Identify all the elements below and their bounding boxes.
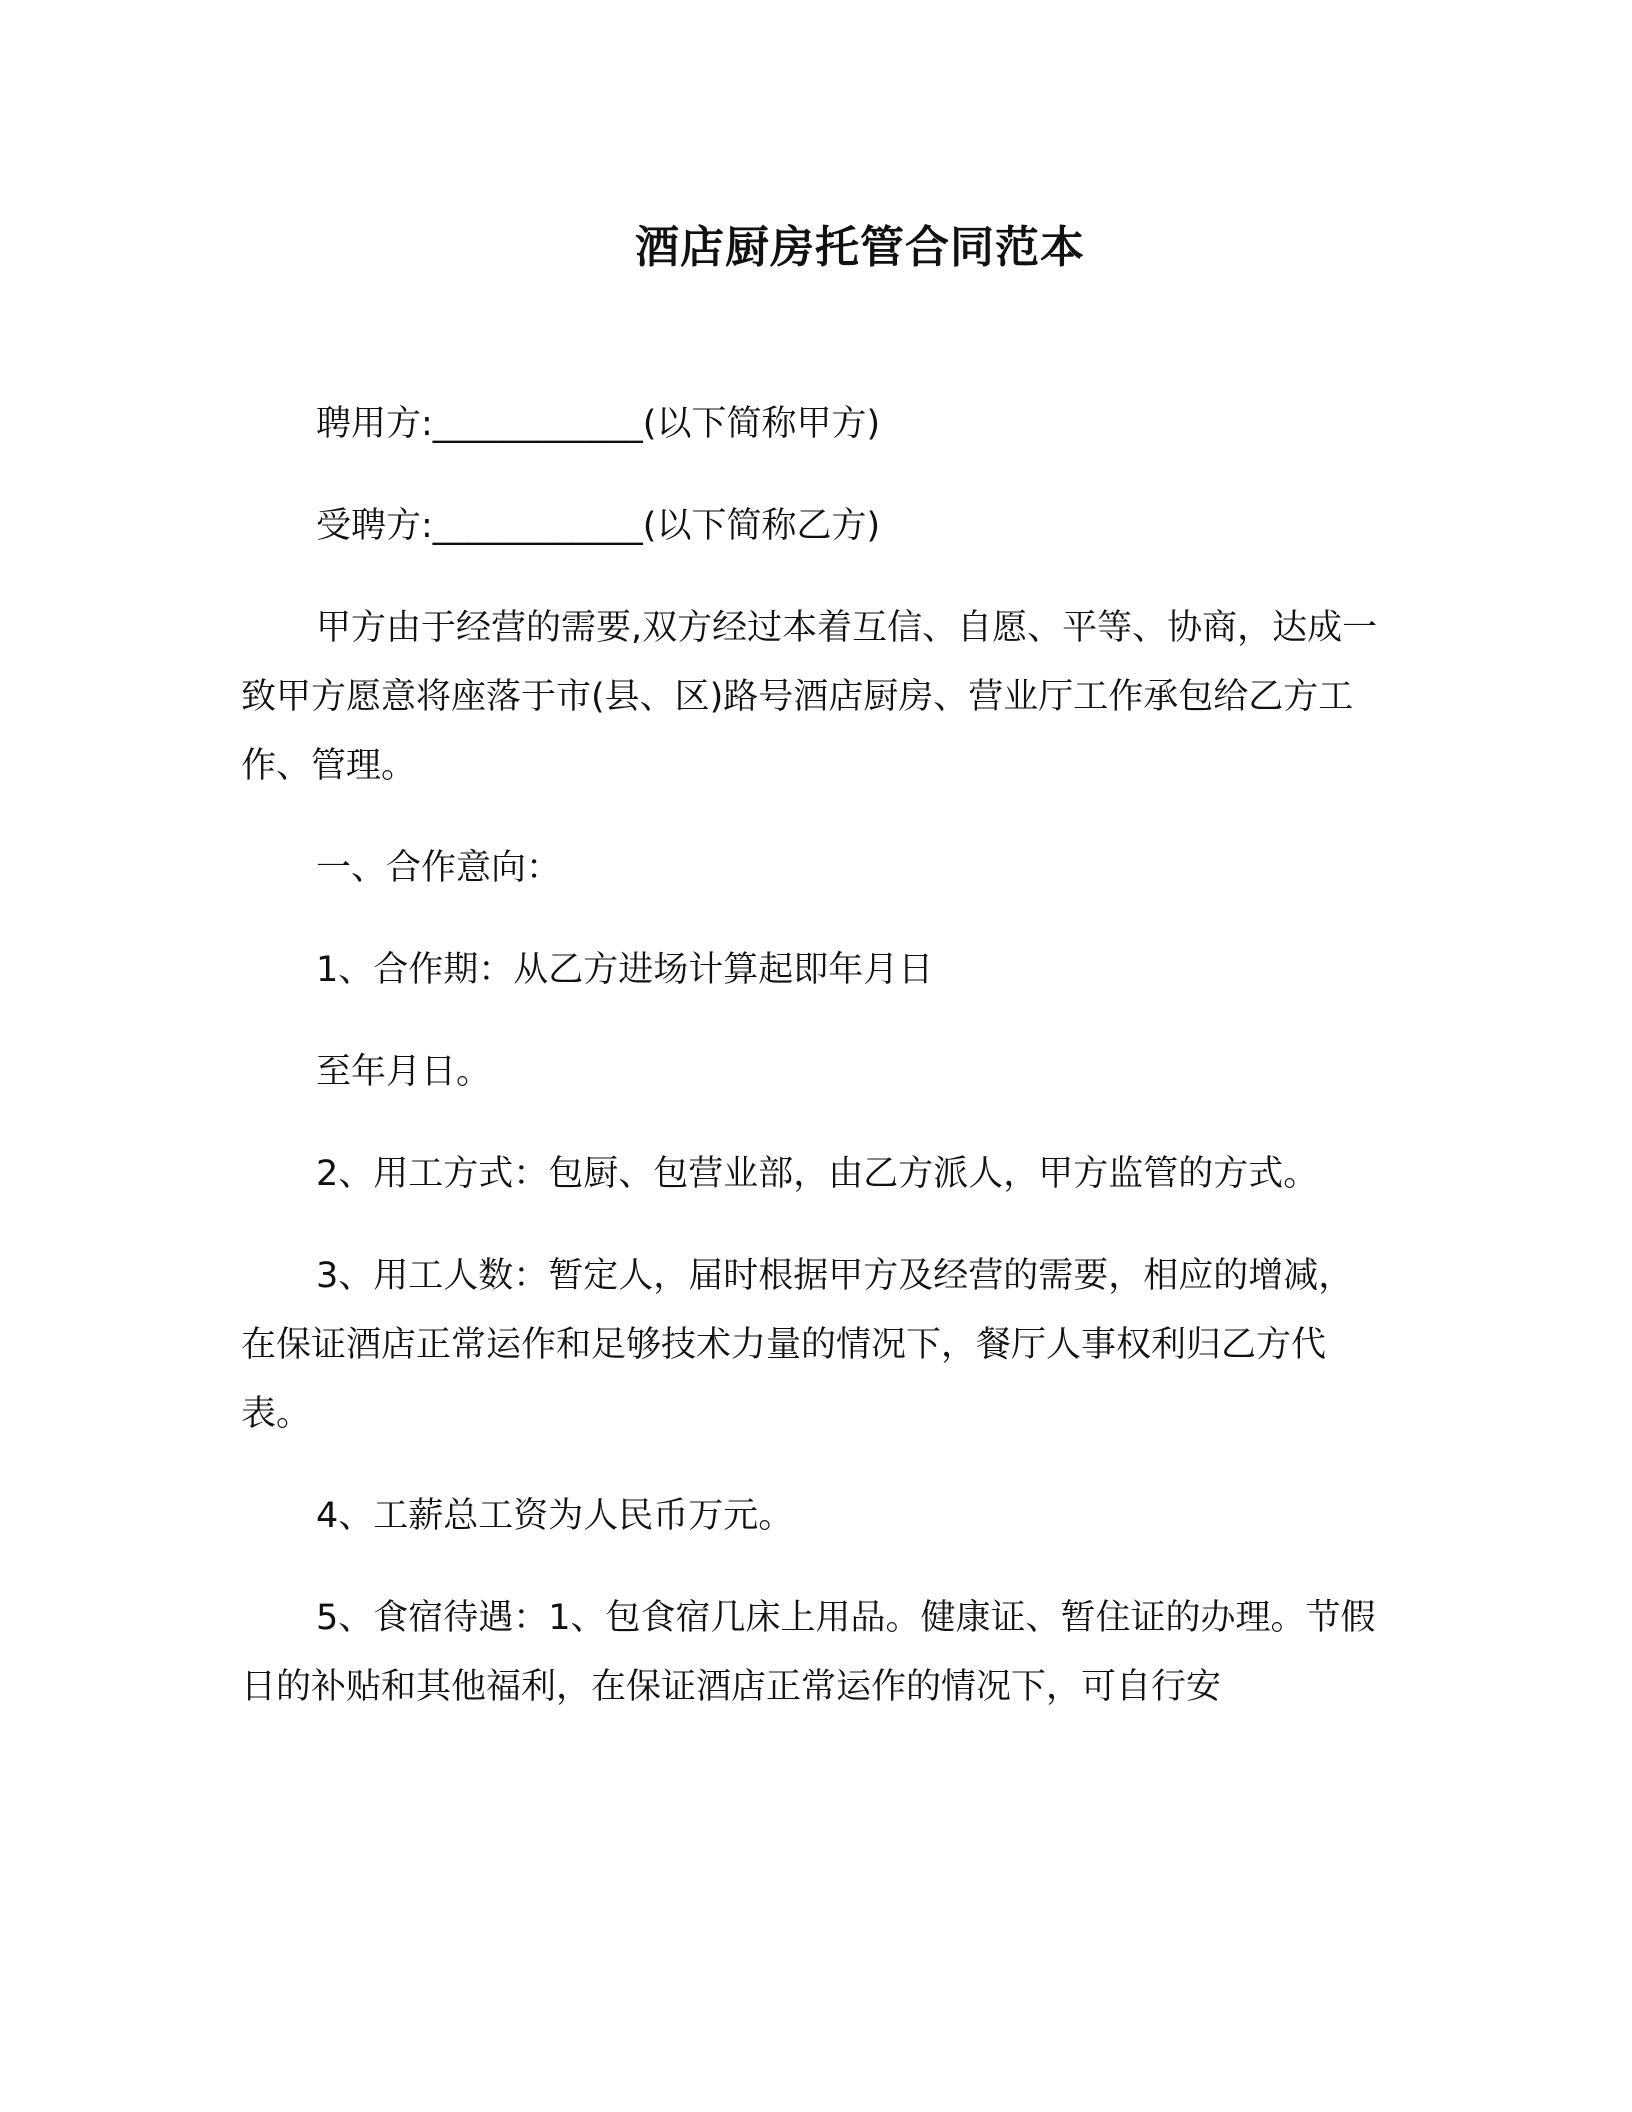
document-body xyxy=(241,390,1381,1755)
employee-line: 受聘方:____________(以下简称乙方) xyxy=(316,506,881,546)
clause-5-board-lodging: 5、食宿待遇：1、包食宿几床上用品。健康证、暂住证的办理。节假日的补贴和其他福利，在保证酒店正常运作的情况下，可自行安 xyxy=(241,1598,1376,1707)
clause-3-staff-count: 3、用工人数：暂定人，届时根据甲方及经营的需要，相应的增减，在保证酒店正常运作和足够技术力量的情况下，餐厅人事权利归乙方代表。 xyxy=(241,1256,1354,1434)
clause-1-term-end: 至年月日。 xyxy=(316,1052,492,1092)
clause-2-employment-mode: 2、用工方式：包厨、包营业部，由乙方派人，甲方监管的方式。 xyxy=(316,1154,1319,1194)
section-heading-cooperation: 一、合作意向： xyxy=(316,848,562,888)
intro-paragraph: 甲方由于经营的需要,双方经过本着互信、自愿、平等、协商，达成一致甲方愿意将座落于市(县、区)路号酒店厨房、营业厅工作承包给乙方工作、管理。 xyxy=(241,608,1378,786)
employer-line: 聘用方:____________(以下简称甲方) xyxy=(316,404,881,444)
clause-1-term: 1、合作期：从乙方进场计算起即年月日 xyxy=(316,950,934,990)
clause-4-salary: 4、工薪总工资为人民币万元。 xyxy=(316,1496,794,1536)
document-title: 酒店厨房托管合同范本 xyxy=(635,222,1085,273)
